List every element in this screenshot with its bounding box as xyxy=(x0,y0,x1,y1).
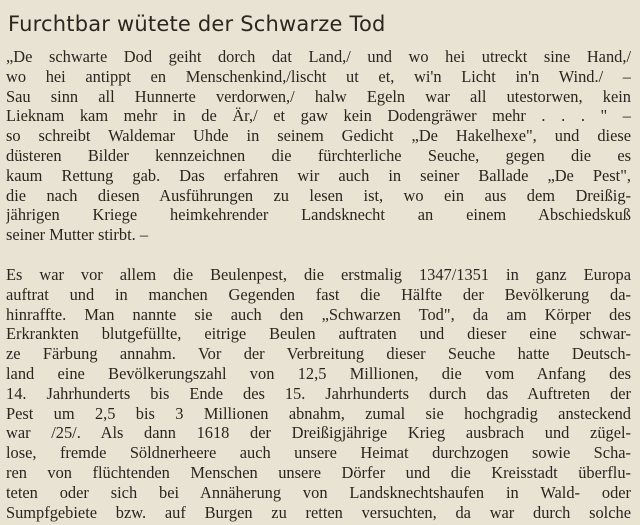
text-line: hinraffte. Man nannte sie auch den „Schwarzen Tod", da am Körper des xyxy=(6,304,631,324)
text-line: so schreibt Waldemar Uhde in seinem Gedicht „De Hakelhexe", und diese xyxy=(6,126,631,146)
text-line: die nach diesen Ausführungen zu lesen ist, wo ein aus dem Dreißig- xyxy=(6,185,631,205)
text-line: Sumpfgebiete bzw. auf Burgen zu retten versuchten, da war durch solche xyxy=(6,502,631,522)
text-line: Sau sinn all Hunnerte verdorwen,/ halw Egeln war all utestorwen, kein xyxy=(6,86,631,106)
text-line: Es war vor allem die Beulenpest, die erstmalig 1347/1351 in ganz Europa xyxy=(6,265,631,284)
text-line: ren von flüchtenden Menschen unsere Dörfer und die Kreisstadt überflu- xyxy=(6,462,631,482)
article-title: Furchtbar wütete der Schwarze Tod xyxy=(8,12,386,36)
text-line: land eine Bevölkerungszahl von 12,5 Millionen, die vom Anfang des xyxy=(6,363,631,383)
text-line: jährigen Kriege heimkehrender Landsknecht an einem Abschiedskuß xyxy=(6,205,631,225)
text-line: seiner Mutter stirbt. – xyxy=(6,225,149,245)
text-line: Erkrankten blutgefüllte, eitrige Beulen auftraten und dieser eine schwar- xyxy=(6,324,631,344)
text-line: wo hei antippt en Menschenkind,/lischt ut et, wi'n Licht in'n Wind./ – xyxy=(6,66,631,86)
text-line: 14. Jahrhunderts bis Ende des 15. Jahrhunderts durch das Auftreten der xyxy=(6,383,631,403)
text-line: ze Färbung annahm. Vor der Verbreitung dieser Seuche hatte Deutsch- xyxy=(6,344,631,364)
text-line: Lieknam kam mehr in de Är,/ et gaw kein Dodengräwer mehr . . . " – xyxy=(6,106,631,126)
text-line: „De schwarte Dod geiht dorch dat Land,/ und wo hei utreckt sine Hand,/ xyxy=(6,47,631,66)
text-line: Pest um 2,5 bis 3 Millionen abnahm, zumal sie hochgradig ansteckend xyxy=(6,403,631,423)
text-line: auftrat und in manchen Gegenden fast die Hälfte der Bevölkerung da- xyxy=(6,284,631,304)
text-line: teten oder sich bei Annäherung von Landsknechtshaufen in Wald- oder xyxy=(6,482,631,502)
text-line: war /25/. Als dann 1618 der Dreißigjährige Krieg ausbrach und zügel- xyxy=(6,423,631,443)
text-line: düsteren Bilder kennzeichnen die fürchterliche Seuche, gegen die es xyxy=(6,145,631,165)
paragraph-quote-intro xyxy=(6,47,631,245)
text-line: lose, fremde Söldnerheere auch unsere Heimat durchzogen sowie Scha- xyxy=(6,443,631,463)
text-line: kaum Rettung gab. Das erfahren wir auch in seiner Ballade „De Pest", xyxy=(6,165,631,185)
paragraph-beulenpest xyxy=(6,265,631,522)
